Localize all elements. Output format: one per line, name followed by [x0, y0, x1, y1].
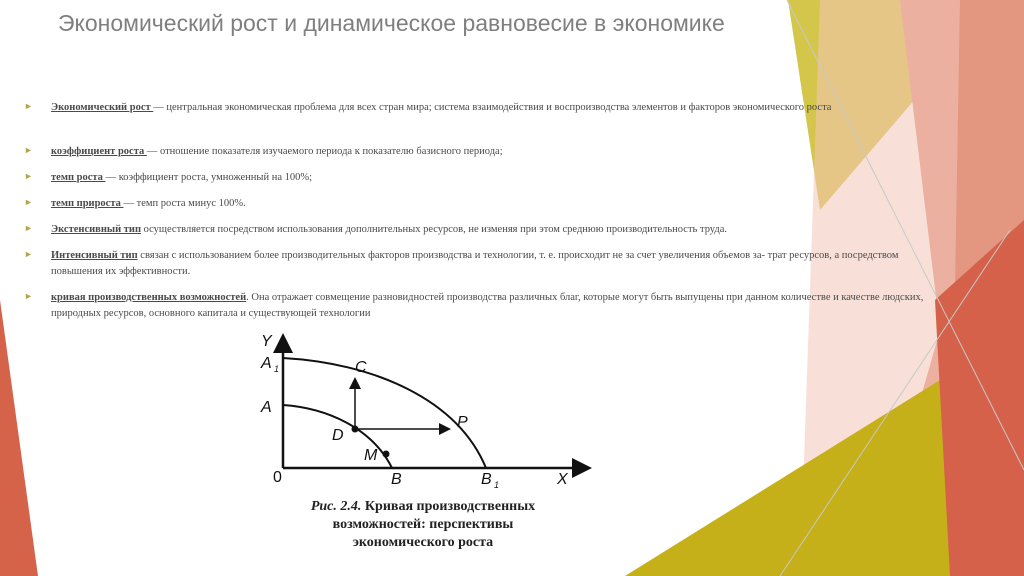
bullet-text [51, 248, 951, 280]
bullet-text [51, 290, 951, 322]
label-a1-sub: 1 [274, 364, 280, 374]
triangle-bullet-icon: ► [24, 171, 33, 181]
bullet-text [51, 100, 951, 116]
label-y: Y [261, 333, 272, 350]
bullet-term: кривая производственных возможностей [51, 292, 247, 303]
bullet-desc: осуществляется посредством использования дополнительных ресурсов, не изменяя при этом среднюю производительность труда. [141, 224, 728, 235]
bullet-term: темп роста [51, 172, 106, 183]
figure-caption [256, 498, 590, 552]
bullet-text [51, 144, 951, 160]
bullet-desc: — коэффициент роста, умноженный на 100%; [105, 172, 313, 183]
deco-olive-lower [625, 380, 960, 576]
caption-line-2: возможностей: перспективы [332, 517, 514, 532]
bullet-term: Экстенсивный тип [51, 224, 141, 235]
caption-text-1: Кривая производственных [361, 499, 536, 514]
label-d: D [332, 427, 344, 444]
bullet-term: темп прироста [51, 198, 124, 209]
bullet-desc: — темп роста минус 100%. [123, 198, 246, 209]
bullet-desc: — отношение показателя изучаемого периода к показателю базисного периода; [146, 146, 503, 157]
triangle-bullet-icon: ► [24, 249, 33, 259]
triangle-bullet-icon: ► [24, 145, 33, 155]
triangle-bullet-icon: ► [24, 223, 33, 233]
deco-terracotta-left [0, 300, 38, 576]
bullet-text [51, 170, 951, 186]
caption-line-1 [256, 498, 590, 516]
bullet-desc: — центральная экономическая проблема для всех стран мира; система взаимодействия и воспроизводства элементов и факторов экономического роста [153, 102, 832, 113]
point-m [383, 451, 390, 458]
label-b: B [391, 471, 402, 488]
triangle-bullet-icon: ► [24, 101, 33, 111]
caption-number: Рис. 2.4. [310, 499, 362, 514]
bullet-term: Экономический рост [51, 102, 154, 113]
slide-title: Экономический рост и динамическое равновесие в экономике [58, 10, 725, 36]
label-b1-sub: 1 [494, 480, 500, 490]
triangle-bullet-icon: ► [24, 291, 33, 301]
bullet-text [51, 196, 951, 212]
label-a: A [261, 399, 272, 416]
bullet-text [51, 222, 951, 238]
caption-line-3: экономического роста [352, 535, 494, 550]
label-origin: 0 [273, 469, 282, 486]
bullet-desc: связан с использованием более производительных факторов производства и технологии, т. е. происходит не за счет увеличения объемов за- трат ресурсов, а посредством повышения их эффективности. [51, 250, 899, 277]
bullet-term: коэффициент роста [51, 146, 147, 157]
label-b1: B [481, 471, 492, 488]
label-m: M [364, 447, 378, 464]
bullet-desc: . Она отражает совмещение разновидностей производства различных благ, которые могут быть выпущены при данном количестве и качестве людских, природных ресурсов, основного капитала и существующей технологии [51, 292, 924, 319]
label-x: X [557, 471, 568, 488]
label-p: P [457, 414, 468, 431]
triangle-bullet-icon: ► [24, 197, 33, 207]
label-c: C [355, 359, 367, 376]
point-d [352, 426, 359, 433]
label-a1: A [261, 355, 272, 372]
bullet-term: Интенсивный тип [51, 250, 138, 261]
